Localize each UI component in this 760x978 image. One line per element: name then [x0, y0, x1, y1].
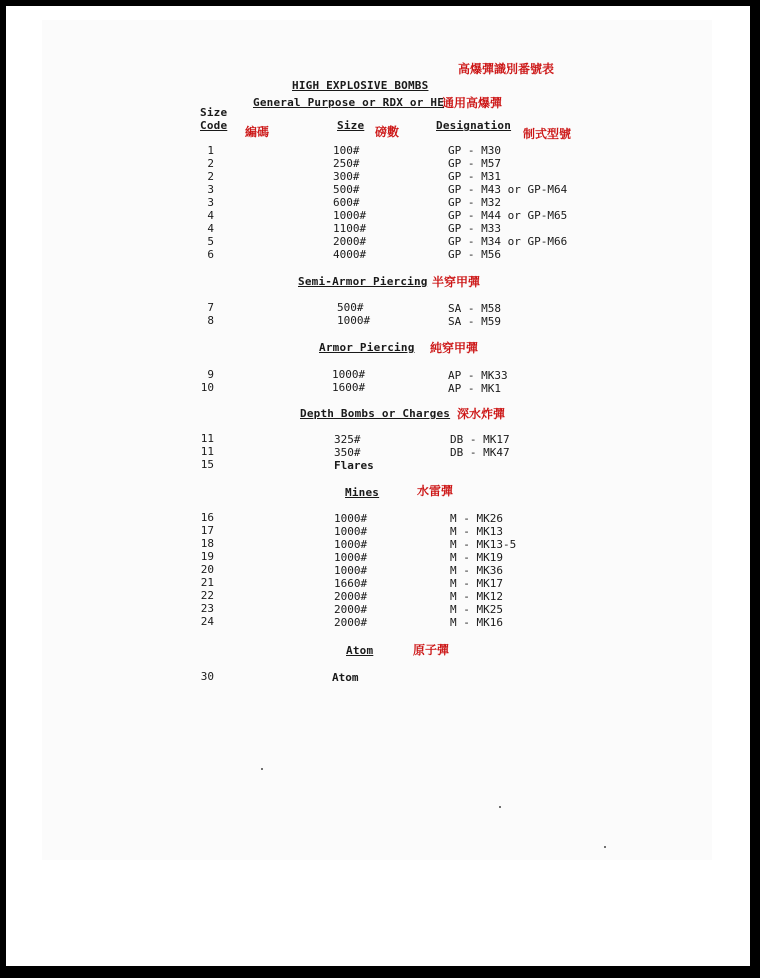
gp-designation-column — [448, 144, 567, 261]
cn-armor-annotation: 純穿甲彈 — [430, 341, 479, 355]
table-cell-size: 300# — [333, 170, 360, 183]
table-cell-code: 8 — [207, 314, 214, 327]
table-cell-code: 3 — [207, 196, 214, 209]
table-cell-designation: GP - M44 or GP-M65 — [448, 209, 568, 222]
table-cell-designation: SA - M58 — [448, 302, 501, 315]
table-cell-designation: GP - M56 — [448, 248, 501, 261]
table-cell-code: 22 — [200, 589, 214, 602]
atom-heading: Atom — [346, 644, 374, 657]
db-designation-column — [450, 433, 510, 459]
table-cell-designation: M - MK25 — [450, 603, 503, 616]
atom-code-column — [196, 670, 214, 683]
table-cell-code: 4 — [207, 209, 214, 222]
table-cell-designation: M - MK36 — [450, 564, 503, 577]
table-cell-size: 600# — [333, 196, 360, 209]
cn-semi-armor-annotation: 半穿甲彈 — [432, 275, 481, 289]
table-cell-size: 1000# — [334, 564, 368, 577]
ap-designation-column — [448, 369, 508, 395]
table-cell-designation: M - MK19 — [450, 551, 503, 564]
table-cell-size: 1660# — [334, 577, 368, 590]
table-cell-designation: GP - M33 — [448, 222, 501, 235]
sa-size-column — [337, 301, 370, 327]
table-cell-size: 1000# — [337, 314, 371, 327]
scan-speck — [499, 806, 501, 808]
table-cell-code: 2 — [207, 157, 214, 170]
scan-speck — [261, 768, 263, 770]
table-cell-size: 500# — [337, 301, 364, 314]
armor-piercing-heading: Armor Piercing — [319, 341, 415, 354]
db-size-column — [334, 433, 374, 472]
size-code-header-line2: Code — [200, 119, 228, 132]
table-cell-code: 11 — [200, 445, 214, 458]
table-cell-size: 500# — [333, 183, 360, 196]
semi-armor-heading: Semi-Armor Piercing — [298, 275, 428, 288]
table-cell-designation: AP - MK33 — [448, 369, 508, 382]
cn-general-annotation: 通用高爆彈 — [442, 96, 503, 110]
table-cell-code: 1 — [207, 144, 214, 157]
table-cell-designation: M - MK12 — [450, 590, 503, 603]
table-cell-size: 4000# — [333, 248, 367, 261]
table-cell-designation: GP - M34 or GP-M66 — [448, 235, 568, 248]
table-cell-designation: SA - M59 — [448, 315, 501, 328]
sa-designation-column — [448, 302, 501, 328]
table-cell-designation: GP - M43 or GP-M64 — [448, 183, 568, 196]
mines-heading: Mines — [345, 486, 380, 499]
table-cell-code: 15 — [200, 458, 214, 471]
table-cell-size: 1000# — [333, 209, 367, 222]
mines-code-column — [196, 511, 214, 628]
table-cell-code: 20 — [200, 563, 214, 576]
table-cell-size: 100# — [333, 144, 360, 157]
table-cell-designation: M - MK16 — [450, 616, 503, 629]
table-cell-size: Atom — [332, 671, 359, 684]
document-subtitle: General Purpose or RDX or HE — [253, 96, 445, 109]
table-cell-size: 1000# — [332, 368, 366, 381]
scan-speck — [604, 846, 606, 848]
table-cell-code: 16 — [200, 511, 214, 524]
cn-title-annotation: 高爆彈識別番號表 — [458, 62, 555, 76]
table-cell-size: 2000# — [334, 616, 368, 629]
table-cell-code: 4 — [207, 222, 214, 235]
ap-code-column — [196, 368, 214, 394]
size-code-header-line1: Size — [200, 106, 228, 119]
table-cell-code: 30 — [200, 670, 214, 683]
document-title: HIGH EXPLOSIVE BOMBS — [292, 79, 429, 92]
table-cell-designation: M - MK26 — [450, 512, 503, 525]
table-cell-code: 23 — [200, 602, 214, 615]
table-cell-size: 1000# — [334, 512, 368, 525]
table-cell-code: 17 — [200, 524, 214, 537]
ap-size-column — [332, 368, 365, 394]
table-cell-size: Flares — [334, 459, 374, 472]
depth-bombs-heading: Depth Bombs or Charges — [300, 407, 451, 420]
table-cell-code: 3 — [207, 183, 214, 196]
table-cell-code: 5 — [207, 235, 214, 248]
table-cell-code: 10 — [200, 381, 214, 394]
table-cell-designation: GP - M32 — [448, 196, 501, 209]
table-cell-designation: GP - M57 — [448, 157, 501, 170]
table-cell-size: 325# — [334, 433, 361, 446]
table-cell-size: 350# — [334, 446, 361, 459]
table-cell-designation: GP - M30 — [448, 144, 501, 157]
table-cell-size: 1100# — [333, 222, 367, 235]
table-cell-code: 11 — [200, 432, 214, 445]
cn-code-annotation: 編碼 — [245, 125, 270, 139]
table-cell-size: 2000# — [333, 235, 367, 248]
table-cell-size: 2000# — [334, 590, 368, 603]
document-page — [6, 6, 750, 966]
table-cell-designation: GP - M31 — [448, 170, 501, 183]
table-cell-code: 19 — [200, 550, 214, 563]
db-code-column — [196, 432, 214, 471]
table-cell-designation: M - MK17 — [450, 577, 503, 590]
table-cell-size: 250# — [333, 157, 360, 170]
mines-designation-column — [450, 512, 516, 629]
cn-atom-annotation: 原子彈 — [413, 643, 450, 657]
designation-column-header: Designation — [436, 119, 512, 132]
table-cell-designation: DB - MK47 — [450, 446, 510, 459]
cn-mines-annotation: 水雷彈 — [417, 484, 454, 498]
table-cell-size: 1000# — [334, 538, 368, 551]
table-cell-code: 7 — [207, 301, 214, 314]
cn-size-annotation: 磅數 — [375, 125, 400, 139]
atom-size-column — [332, 671, 359, 684]
gp-size-column — [333, 144, 366, 261]
cn-depth-annotation: 深水炸彈 — [457, 407, 506, 421]
table-cell-size: 2000# — [334, 603, 368, 616]
table-cell-code: 2 — [207, 170, 214, 183]
size-column-header: Size — [337, 119, 365, 132]
table-cell-code: 18 — [200, 537, 214, 550]
table-cell-code: 9 — [207, 368, 214, 381]
table-cell-designation: DB - MK17 — [450, 433, 510, 446]
table-cell-size: 1000# — [334, 525, 368, 538]
sa-code-column — [196, 301, 214, 327]
gp-code-column — [196, 144, 214, 261]
cn-designation-annotation: 制式型號 — [523, 127, 572, 141]
table-cell-code: 6 — [207, 248, 214, 261]
table-cell-designation: M - MK13 — [450, 525, 503, 538]
mines-size-column — [334, 512, 367, 629]
table-cell-size: 1000# — [334, 551, 368, 564]
table-cell-code: 21 — [200, 576, 214, 589]
table-cell-code: 24 — [200, 615, 214, 628]
table-cell-designation: M - MK13-5 — [450, 538, 517, 551]
scanned-sheet — [42, 20, 712, 860]
table-cell-size: 1600# — [332, 381, 366, 394]
table-cell-designation: AP - MK1 — [448, 382, 501, 395]
